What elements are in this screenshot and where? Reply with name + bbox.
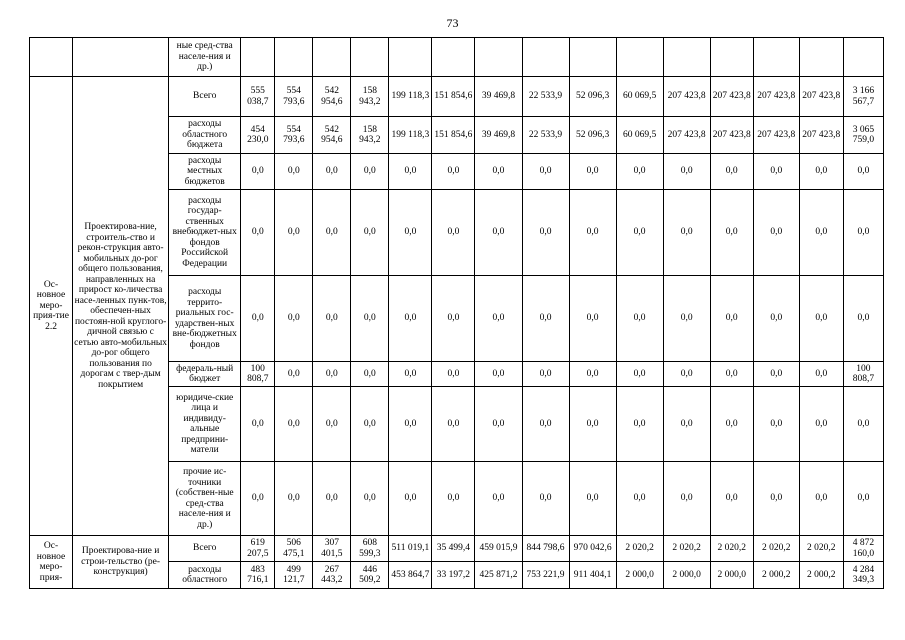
value-cell: 0,0 [313, 154, 351, 190]
value-cell: 0,0 [475, 276, 522, 362]
value-cell: 2 020,2 [799, 536, 843, 562]
funding-source-cell: федераль-ный бюджет [169, 362, 241, 387]
value-cell: 0,0 [799, 276, 843, 362]
value-cell: 0,0 [663, 362, 710, 387]
value-cell: 0,0 [710, 462, 753, 536]
value-cell: 207 423,8 [799, 117, 843, 154]
funding-source-cell: Всего [169, 77, 241, 117]
value-cell: 0,0 [569, 362, 616, 387]
value-cell: 0,0 [241, 276, 275, 362]
value-cell: 0,0 [432, 154, 475, 190]
value-cell: 207 423,8 [753, 77, 799, 117]
value-cell: 0,0 [475, 387, 522, 462]
value-cell: 555 038,7 [241, 77, 275, 117]
value-cell: 0,0 [432, 387, 475, 462]
event-cell [30, 38, 73, 77]
value-cell: 0,0 [753, 154, 799, 190]
value-cell: 0,0 [351, 462, 389, 536]
value-cell: 151 854,6 [432, 77, 475, 117]
value-cell: 307 401,5 [313, 536, 351, 562]
funding-source-cell: прочие ис-точники (собствен-ные сред-ства населе-ния и др.) [169, 462, 241, 536]
value-cell: 0,0 [432, 276, 475, 362]
value-cell: 0,0 [313, 462, 351, 536]
value-cell: 0,0 [351, 190, 389, 276]
value-cell: 911 404,1 [569, 562, 616, 589]
value-cell: 0,0 [753, 362, 799, 387]
value-cell: 0,0 [313, 362, 351, 387]
value-cell: 0,0 [389, 462, 432, 536]
value-cell: 0,0 [843, 276, 883, 362]
value-cell: 0,0 [569, 387, 616, 462]
value-cell: 0,0 [663, 190, 710, 276]
description-cell [73, 38, 169, 77]
value-cell: 0,0 [389, 276, 432, 362]
value-cell: 0,0 [275, 362, 313, 387]
value-cell: 0,0 [616, 276, 663, 362]
value-cell: 0,0 [475, 462, 522, 536]
value-cell: 0,0 [663, 276, 710, 362]
value-cell: 483 716,1 [241, 562, 275, 589]
value-cell: 0,0 [475, 190, 522, 276]
value-cell: 2 020,2 [710, 536, 753, 562]
value-cell: 0,0 [799, 362, 843, 387]
funding-source-cell: расходы областного [169, 562, 241, 589]
value-cell: 207 423,8 [710, 77, 753, 117]
value-cell: 0,0 [313, 190, 351, 276]
value-cell: 0,0 [569, 190, 616, 276]
value-cell: 207 423,8 [799, 77, 843, 117]
value-cell: 2 000,0 [663, 562, 710, 589]
value-cell: 0,0 [710, 190, 753, 276]
value-cell: 2 000,2 [753, 562, 799, 589]
value-cell: 0,0 [569, 154, 616, 190]
value-cell: 0,0 [843, 462, 883, 536]
value-cell: 33 197,2 [432, 562, 475, 589]
value-cell: 0,0 [313, 276, 351, 362]
value-cell: 0,0 [241, 154, 275, 190]
value-cell: 554 793,6 [275, 117, 313, 154]
value-cell: 199 118,3 [389, 117, 432, 154]
source-cell: ные сред-ства населе-ния и др.) [169, 38, 241, 77]
value-cell: 2 000,2 [799, 562, 843, 589]
value-cell: 0,0 [843, 387, 883, 462]
value-cell: 267 443,2 [313, 562, 351, 589]
value-cell: 2 000,0 [616, 562, 663, 589]
value-cell: 0,0 [843, 190, 883, 276]
value-cell: 0,0 [663, 387, 710, 462]
funding-source-cell: расходы областного бюджета [169, 117, 241, 154]
value-cell: 0,0 [799, 190, 843, 276]
value-cell: 158 943,2 [351, 117, 389, 154]
description-cell: Проектирова-ние и строи-тельство (ре-конструкция) [73, 536, 169, 589]
value-cell: 35 499,4 [432, 536, 475, 562]
value-cell: 0,0 [799, 387, 843, 462]
value-cell: 0,0 [663, 462, 710, 536]
value-cell: 446 509,2 [351, 562, 389, 589]
value-cell: 0,0 [522, 190, 569, 276]
value-cell: 0,0 [522, 462, 569, 536]
funding-source-cell: расходы государ-ственных внебюджет-ных фондов Российской Федерации [169, 190, 241, 276]
value-cell: 0,0 [351, 387, 389, 462]
value-cell: 2 020,2 [753, 536, 799, 562]
value-cell: 619 207,5 [241, 536, 275, 562]
value-cell: 60 069,5 [616, 117, 663, 154]
value-cell: 100 808,7 [843, 362, 883, 387]
value-cell: 0,0 [753, 387, 799, 462]
value-cell: 0,0 [432, 190, 475, 276]
value-cell: 22 533,9 [522, 77, 569, 117]
value-cell: 453 864,7 [389, 562, 432, 589]
funding-source-cell: расходы местных бюджетов [169, 154, 241, 190]
value-cell: 0,0 [799, 154, 843, 190]
value-cell: 0,0 [843, 154, 883, 190]
value-cell: 0,0 [522, 362, 569, 387]
value-cell: 0,0 [663, 154, 710, 190]
table-row [30, 38, 884, 77]
funding-source-cell: юридиче-ские лица и индивиду-альные предприни-матели [169, 387, 241, 462]
description-cell: Проектирова-ние, строитель-ство и рекон-струкция авто-мобильных до-рог общего пользования, направленных на прирост ко-личества насе-ленных пунк-тов, обеспечен-ных постоян-ной круглого-дичной связью с сетью авто-мобильных до-рог общего пользования по дорогам с твер-дым покрытием [73, 77, 169, 536]
value-cell: 4 284 349,3 [843, 562, 883, 589]
value-cell: 0,0 [241, 387, 275, 462]
value-cell: 970 042,6 [569, 536, 616, 562]
value-cell: 0,0 [432, 362, 475, 387]
value-cell: 0,0 [710, 276, 753, 362]
value-cell: 207 423,8 [753, 117, 799, 154]
value-cell: 207 423,8 [663, 77, 710, 117]
value-cell: 542 954,6 [313, 117, 351, 154]
value-cell: 0,0 [710, 387, 753, 462]
table-row [30, 77, 884, 117]
value-cell: 0,0 [475, 362, 522, 387]
value-cell: 0,0 [351, 276, 389, 362]
funding-source-cell: расходы террито-риальных гос-ударствен-ных вне-бюджетных фондов [169, 276, 241, 362]
value-cell: 0,0 [351, 362, 389, 387]
value-cell: 0,0 [753, 276, 799, 362]
value-cell: 0,0 [522, 276, 569, 362]
value-cell: 0,0 [389, 190, 432, 276]
value-cell: 506 475,1 [275, 536, 313, 562]
value-cell: 425 871,2 [475, 562, 522, 589]
value-cell: 52 096,3 [569, 117, 616, 154]
funding-source-cell: Всего [169, 536, 241, 562]
value-cell: 2 000,0 [710, 562, 753, 589]
value-cell: 3 065 759,0 [843, 117, 883, 154]
value-cell: 0,0 [753, 462, 799, 536]
value-cell: 0,0 [710, 154, 753, 190]
value-cell: 0,0 [432, 462, 475, 536]
value-cell: 2 020,2 [663, 536, 710, 562]
value-cell: 0,0 [275, 276, 313, 362]
value-cell: 39 469,8 [475, 117, 522, 154]
value-cell: 0,0 [275, 387, 313, 462]
table-body [30, 38, 884, 589]
value-cell: 0,0 [522, 387, 569, 462]
value-cell: 608 599,3 [351, 536, 389, 562]
value-cell: 499 121,7 [275, 562, 313, 589]
value-cell: 3 166 567,7 [843, 77, 883, 117]
value-cell: 207 423,8 [663, 117, 710, 154]
event-cell: Ос-новное меро-прия- [30, 536, 73, 589]
budget-table [29, 37, 884, 589]
value-cell: 0,0 [275, 190, 313, 276]
value-cell: 60 069,5 [616, 77, 663, 117]
value-cell: 0,0 [275, 462, 313, 536]
value-cell: 0,0 [241, 462, 275, 536]
value-cell: 199 118,3 [389, 77, 432, 117]
value-cell: 0,0 [753, 190, 799, 276]
value-cell: 0,0 [569, 276, 616, 362]
value-cell: 151 854,6 [432, 117, 475, 154]
value-cell: 0,0 [616, 190, 663, 276]
value-cell: 0,0 [275, 154, 313, 190]
value-cell: 0,0 [710, 362, 753, 387]
value-cell: 207 423,8 [710, 117, 753, 154]
value-cell: 454 230,0 [241, 117, 275, 154]
value-cell: 22 533,9 [522, 117, 569, 154]
value-cell: 0,0 [389, 154, 432, 190]
value-cell: 2 020,2 [616, 536, 663, 562]
value-cell: 0,0 [616, 362, 663, 387]
value-cell: 844 798,6 [522, 536, 569, 562]
value-cell: 4 872 160,0 [843, 536, 883, 562]
value-cell: 158 943,2 [351, 77, 389, 117]
value-cell: 554 793,6 [275, 77, 313, 117]
value-cell: 100 808,7 [241, 362, 275, 387]
value-cell: 0,0 [522, 154, 569, 190]
value-cell: 0,0 [616, 387, 663, 462]
value-cell: 0,0 [313, 387, 351, 462]
value-cell: 52 096,3 [569, 77, 616, 117]
value-cell: 0,0 [351, 154, 389, 190]
value-cell: 511 019,1 [389, 536, 432, 562]
value-cell: 459 015,9 [475, 536, 522, 562]
value-cell: 753 221,9 [522, 562, 569, 589]
value-cell: 0,0 [475, 154, 522, 190]
value-cell: 0,0 [241, 190, 275, 276]
event-cell: Ос-новное меро-прия-тие 2.2 [30, 77, 73, 536]
value-cell: 0,0 [616, 154, 663, 190]
value-cell: 0,0 [616, 462, 663, 536]
page-number: 73 [446, 16, 459, 30]
value-cell: 542 954,6 [313, 77, 351, 117]
table-row [30, 536, 884, 562]
value-cell: 39 469,8 [475, 77, 522, 117]
value-cell: 0,0 [569, 462, 616, 536]
value-cell: 0,0 [389, 362, 432, 387]
value-cell: 0,0 [799, 462, 843, 536]
value-cell: 0,0 [389, 387, 432, 462]
